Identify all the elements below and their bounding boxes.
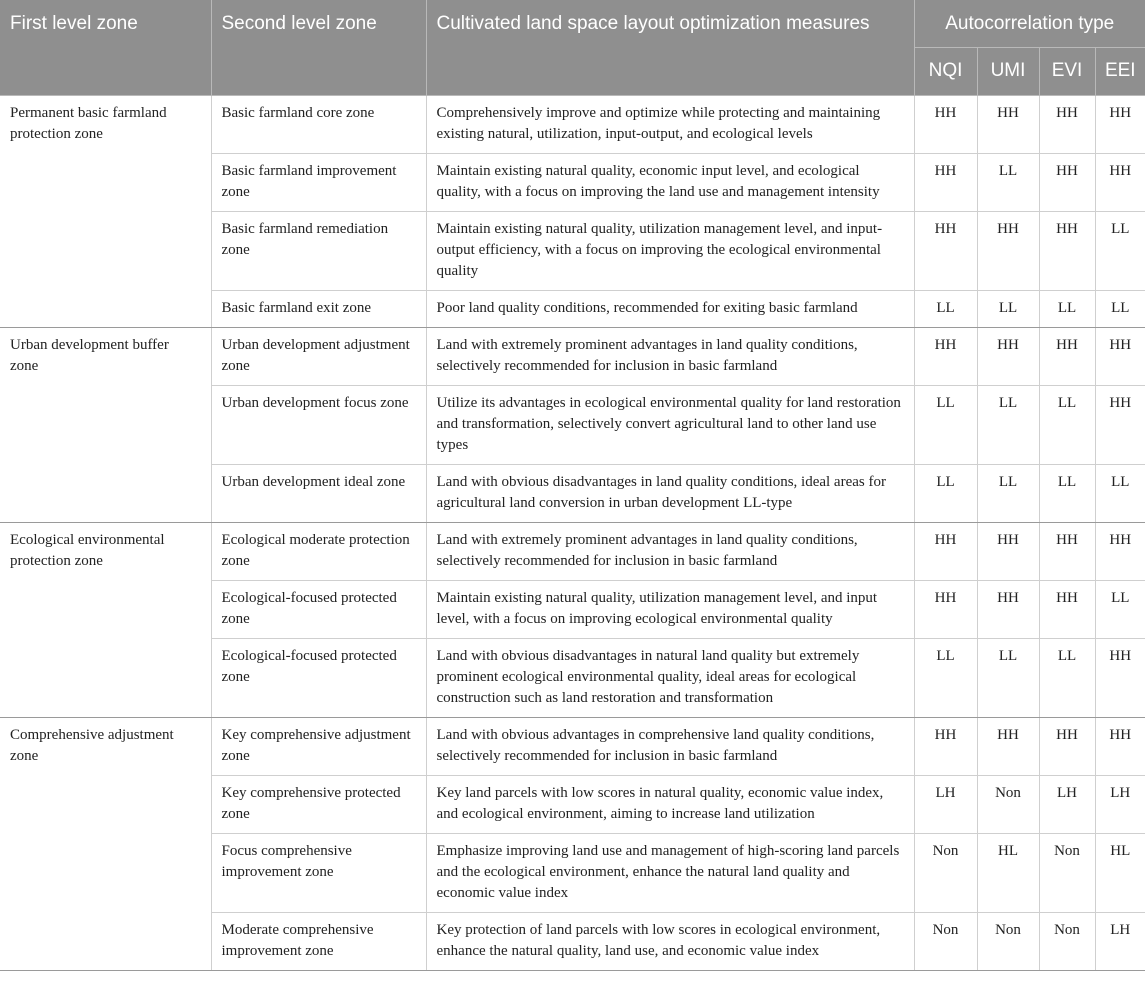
evi-cell: LH: [1039, 776, 1095, 834]
eei-cell: LL: [1095, 465, 1145, 523]
measure-cell: Land with extremely prominent advantages in land quality conditions, selectively recommended for inclusion in basic farmland: [426, 523, 914, 581]
nqi-cell: LL: [914, 386, 977, 465]
eei-cell: LL: [1095, 212, 1145, 291]
eei-cell: HH: [1095, 523, 1145, 581]
table-row: [0, 96, 1145, 154]
evi-cell: LL: [1039, 639, 1095, 718]
umi-cell: LL: [977, 639, 1039, 718]
nqi-cell: LL: [914, 291, 977, 328]
eei-cell: HH: [1095, 328, 1145, 386]
table-row: [0, 718, 1145, 776]
second-level-zone-cell: Basic farmland improvement zone: [211, 154, 426, 212]
umi-cell: HH: [977, 581, 1039, 639]
table-row: [0, 328, 1145, 386]
umi-cell: HL: [977, 834, 1039, 913]
measure-cell: Utilize its advantages in ecological environmental quality for land restoration and transformation, selectively convert agricultural land to other land use types: [426, 386, 914, 465]
evi-cell: LL: [1039, 465, 1095, 523]
measure-cell: Key protection of land parcels with low scores in ecological environment, enhance the natural quality, land use, and economic value index: [426, 913, 914, 971]
second-level-zone-cell: Ecological-focused protected zone: [211, 639, 426, 718]
evi-cell: HH: [1039, 154, 1095, 212]
evi-cell: Non: [1039, 913, 1095, 971]
second-level-zone-cell: Urban development focus zone: [211, 386, 426, 465]
eei-cell: LL: [1095, 291, 1145, 328]
header-autocorrelation: Autocorrelation type: [914, 0, 1145, 48]
second-level-zone-cell: Moderate comprehensive improvement zone: [211, 913, 426, 971]
measure-cell: Poor land quality conditions, recommended for exiting basic farmland: [426, 291, 914, 328]
measure-cell: Land with extremely prominent advantages in land quality conditions, selectively recommended for inclusion in basic farmland: [426, 328, 914, 386]
umi-cell: LL: [977, 154, 1039, 212]
eei-cell: HH: [1095, 96, 1145, 154]
umi-cell: HH: [977, 212, 1039, 291]
eei-cell: LH: [1095, 913, 1145, 971]
umi-cell: HH: [977, 328, 1039, 386]
measure-cell: Comprehensively improve and optimize while protecting and maintaining existing natural, utilization, input-output, and ecological levels: [426, 96, 914, 154]
eei-cell: LH: [1095, 776, 1145, 834]
first-level-zone-cell: Permanent basic farmland protection zone: [0, 96, 211, 328]
eei-cell: HH: [1095, 154, 1145, 212]
header-measures: Cultivated land space layout optimization measures: [426, 0, 914, 96]
measure-cell: Emphasize improving land use and management of high-scoring land parcels and the ecological environment, enhance the natural land quality and economic value index: [426, 834, 914, 913]
header-first-level: First level zone: [0, 0, 211, 96]
eei-cell: HH: [1095, 718, 1145, 776]
evi-cell: HH: [1039, 328, 1095, 386]
umi-cell: Non: [977, 913, 1039, 971]
evi-cell: HH: [1039, 523, 1095, 581]
first-level-zone-cell: Ecological environmental protection zone: [0, 523, 211, 718]
eei-cell: LL: [1095, 581, 1145, 639]
evi-cell: HH: [1039, 581, 1095, 639]
umi-cell: HH: [977, 523, 1039, 581]
first-level-zone-cell: Comprehensive adjustment zone: [0, 718, 211, 971]
second-level-zone-cell: Ecological-focused protected zone: [211, 581, 426, 639]
header-nqi: NQI: [914, 48, 977, 96]
eei-cell: HH: [1095, 386, 1145, 465]
nqi-cell: HH: [914, 523, 977, 581]
second-level-zone-cell: Key comprehensive adjustment zone: [211, 718, 426, 776]
second-level-zone-cell: Basic farmland core zone: [211, 96, 426, 154]
evi-cell: HH: [1039, 212, 1095, 291]
umi-cell: HH: [977, 96, 1039, 154]
measure-cell: Maintain existing natural quality, utilization management level, and input level, with a focus on improving ecological environmental quality: [426, 581, 914, 639]
second-level-zone-cell: Urban development ideal zone: [211, 465, 426, 523]
evi-cell: LL: [1039, 386, 1095, 465]
umi-cell: HH: [977, 718, 1039, 776]
measure-cell: Land with obvious advantages in comprehensive land quality conditions, selectively recommended for inclusion in basic farmland: [426, 718, 914, 776]
evi-cell: LL: [1039, 291, 1095, 328]
umi-cell: LL: [977, 465, 1039, 523]
eei-cell: HL: [1095, 834, 1145, 913]
nqi-cell: LH: [914, 776, 977, 834]
nqi-cell: Non: [914, 834, 977, 913]
nqi-cell: HH: [914, 212, 977, 291]
nqi-cell: HH: [914, 718, 977, 776]
umi-cell: LL: [977, 291, 1039, 328]
second-level-zone-cell: Basic farmland exit zone: [211, 291, 426, 328]
measure-cell: Key land parcels with low scores in natural quality, economic value index, and ecological environment, aiming to increase land utilization: [426, 776, 914, 834]
measure-cell: Maintain existing natural quality, economic input level, and ecological quality, with a focus on improving the land use and management intensity: [426, 154, 914, 212]
second-level-zone-cell: Key comprehensive protected zone: [211, 776, 426, 834]
nqi-cell: HH: [914, 96, 977, 154]
eei-cell: HH: [1095, 639, 1145, 718]
nqi-cell: LL: [914, 639, 977, 718]
second-level-zone-cell: Focus comprehensive improvement zone: [211, 834, 426, 913]
nqi-cell: Non: [914, 913, 977, 971]
second-level-zone-cell: Ecological moderate protection zone: [211, 523, 426, 581]
second-level-zone-cell: Basic farmland remediation zone: [211, 212, 426, 291]
evi-cell: HH: [1039, 718, 1095, 776]
evi-cell: HH: [1039, 96, 1095, 154]
umi-cell: LL: [977, 386, 1039, 465]
nqi-cell: HH: [914, 328, 977, 386]
evi-cell: Non: [1039, 834, 1095, 913]
nqi-cell: HH: [914, 154, 977, 212]
header-umi: UMI: [977, 48, 1039, 96]
measure-cell: Land with obvious disadvantages in land quality conditions, ideal areas for agricultural land conversion in urban development LL-type: [426, 465, 914, 523]
header-evi: EVI: [1039, 48, 1095, 96]
header-second-level: Second level zone: [211, 0, 426, 96]
nqi-cell: LL: [914, 465, 977, 523]
first-level-zone-cell: Urban development buffer zone: [0, 328, 211, 523]
measure-cell: Land with obvious disadvantages in natural land quality but extremely prominent ecological environmental quality, ideal areas for ecological construction such as land restoration and transformation: [426, 639, 914, 718]
umi-cell: Non: [977, 776, 1039, 834]
second-level-zone-cell: Urban development adjustment zone: [211, 328, 426, 386]
measure-cell: Maintain existing natural quality, utilization management level, and input-output efficiency, with a focus on improving the ecological environmental quality: [426, 212, 914, 291]
header-eei: EEI: [1095, 48, 1145, 96]
nqi-cell: HH: [914, 581, 977, 639]
table-row: [0, 523, 1145, 581]
